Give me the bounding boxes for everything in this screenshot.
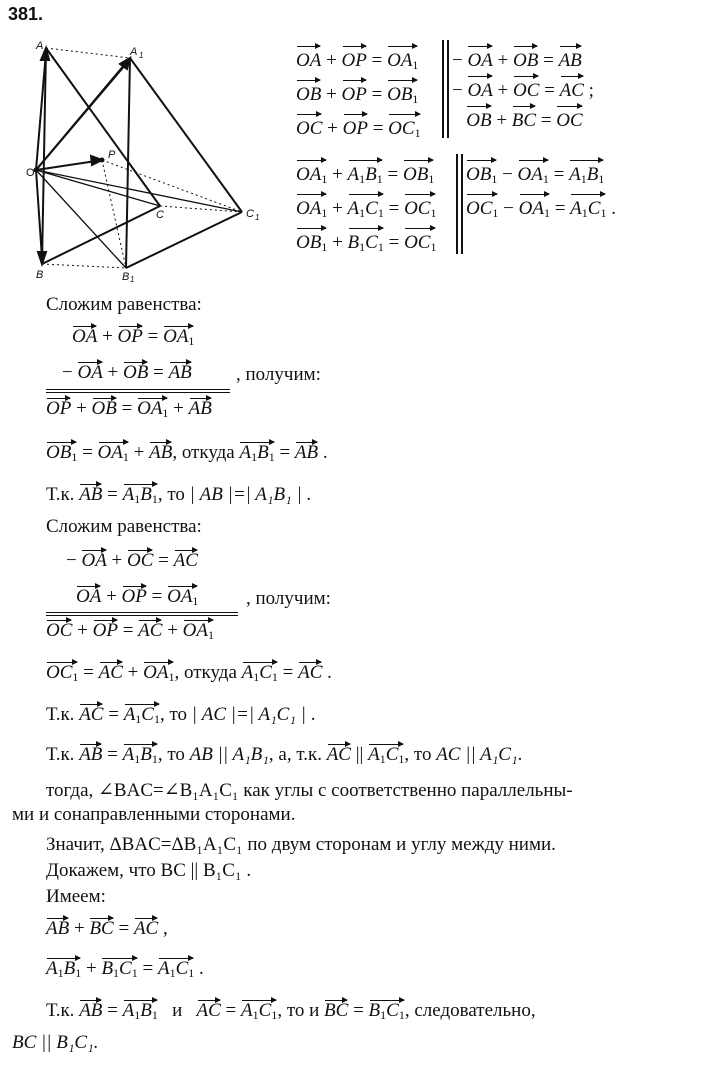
label-A1: A xyxy=(130,46,138,58)
system-1-right: − OA + OB = AB − OA + OC = AC ; OB + BC = OC xyxy=(452,46,594,136)
system-2-left: $OA_1 + A_1B_1 = OB_1$ $OA_1 + A_1C_1 = OC_1$ $OB_1 + B_1C_1 = OC_1$ xyxy=(296,160,436,262)
add1-line2: − OA + OB = AB xyxy=(62,362,192,383)
label-O: O xyxy=(26,167,35,179)
final-conclusion: BC || B₁C₁. xyxy=(12,1032,99,1053)
final-since: Т.к. AB = $A_1B_1$ и AC = $A_1C_1$, то и BC = $B_1C_1$, следовательно, xyxy=(46,1000,536,1022)
since-ac: Т.к. AC = $A_1C_1$, то | AC |=| A₁C₁ | . xyxy=(46,704,316,726)
add2-oc1: $OC_1$ = AC + $OA_1$, откуда $A_1C_1$ = AC . xyxy=(46,662,332,684)
add-equalities-2: Сложим равенства: xyxy=(46,516,202,537)
add1-result: OP + OB = $OA_1$ + AB xyxy=(46,398,212,420)
then-angle-line2: ми и сонаправленными сторонами. xyxy=(12,804,296,825)
label-C1: C xyxy=(246,208,254,220)
final-eq1: AB + BC = AC , xyxy=(46,918,168,939)
final-eq2: $A_1B_1 + B_1C_1 = A_1C_1$ . xyxy=(46,958,204,980)
add1-ob1: $OB_1 = OA_1$ + AB, откуда $A_1B_1$ = AB . xyxy=(46,442,328,464)
since-parallel: Т.к. AB = $A_1B_1$, то AB || A₁B₁, а, т.к. AC || $A_1C_1$, то AC || A₁C₁. xyxy=(46,744,523,766)
label-A: A xyxy=(36,40,44,52)
label-P: P xyxy=(108,149,116,161)
hence-line: Значит, ΔBAC=ΔB₁A₁C₁ по двум сторонам и углу между ними. xyxy=(46,834,556,855)
pyramid-figure xyxy=(26,36,270,284)
add2-line2: OA + OP = $OA_1$ xyxy=(76,586,199,608)
system-1-left: OA + OP = $OA_1$ OB + OP = $OB_1$ OC + OP = $OC_1$ xyxy=(296,46,421,148)
svg-text:1: 1 xyxy=(130,275,135,284)
label-C: C xyxy=(156,209,164,221)
since-ab: Т.к. AB = $A_1B_1$, то | AB |=| A₁B₁ | . xyxy=(46,484,312,506)
svg-text:1: 1 xyxy=(139,51,144,60)
label-B1: B xyxy=(122,271,130,283)
add-equalities-1: Сложим равенства: xyxy=(46,294,202,315)
then-angle-line1: тогда, ∠BAC=∠B₁A₁C₁ как углы с соответственно параллельны- xyxy=(46,780,573,801)
obtain-2: , получим: xyxy=(246,588,331,609)
add2-result: OC + OP = AC + $OA_1$ xyxy=(46,620,214,642)
add2-line1: − OA + OC = AC xyxy=(66,550,198,571)
system-2-right: $OB_1 - OA_1 = A_1B_1$ $OC_1 - OA_1 = A_1C_1$ . xyxy=(466,160,616,228)
we-have: Имеем: xyxy=(46,886,106,907)
label-B: B xyxy=(36,269,44,281)
svg-text:1: 1 xyxy=(255,213,260,222)
prove-line: Докажем, что BC || B₁C₁ . xyxy=(46,860,252,881)
problem-number: 381. xyxy=(8,4,44,24)
obtain-1: , получим: xyxy=(236,364,321,385)
add1-line1: OA + OP = $OA_1$ xyxy=(72,326,195,348)
